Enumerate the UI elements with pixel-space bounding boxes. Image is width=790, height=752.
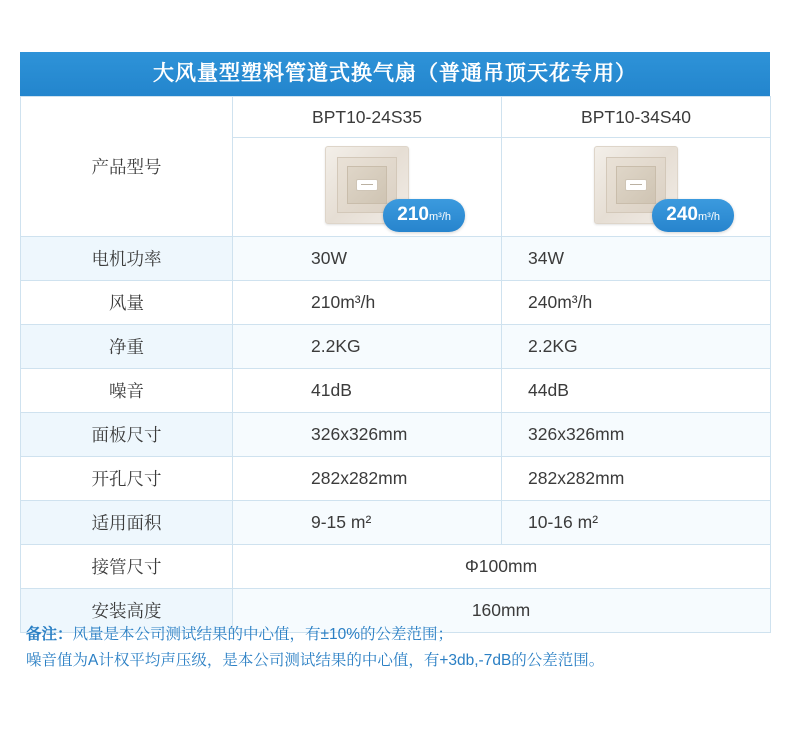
row-value-b: 34W [502, 237, 771, 281]
table-row [21, 281, 771, 325]
row-value-a: 326x326mm [233, 413, 502, 457]
ventilation-fan-icon [594, 146, 720, 225]
row-label: 净重 [21, 325, 233, 369]
row-value-a: 30W [233, 237, 502, 281]
row-label-product-model: 产品型号 [21, 97, 233, 237]
row-value-a: 210m³/h [233, 281, 502, 325]
footnote-line-1: 风量是本公司测试结果的中心值，有±10%的公差范围； [72, 626, 454, 643]
airflow-badge-a-unit: m³/h [429, 210, 451, 223]
fan-center-vent [625, 179, 647, 191]
row-value-merged: 160mm [233, 589, 771, 633]
row-value-b: 326x326mm [502, 413, 771, 457]
row-value-b: 10-16 m² [502, 501, 771, 545]
airflow-badge-b-unit: m³/h [698, 210, 720, 223]
row-label: 面板尺寸 [21, 413, 233, 457]
column-header-model-a: BPT10-24S35 [233, 97, 502, 138]
airflow-badge-b [652, 199, 734, 232]
product-image-cell-a [233, 138, 502, 237]
spec-table-container [20, 52, 770, 633]
row-label: 噪音 [21, 369, 233, 413]
product-image-cell-b [502, 138, 771, 237]
row-label: 接管尺寸 [21, 545, 233, 589]
row-label: 安装高度 [21, 589, 233, 633]
row-value-b: 282x282mm [502, 457, 771, 501]
row-value-a: 282x282mm [233, 457, 502, 501]
airflow-badge-a [383, 199, 465, 232]
row-label: 适用面积 [21, 501, 233, 545]
row-value-merged: Φ100mm [233, 545, 771, 589]
table-row [21, 501, 771, 545]
table-row [21, 413, 771, 457]
table-row-model-header [21, 97, 771, 138]
row-value-a: 2.2KG [233, 325, 502, 369]
airflow-badge-a-value: 210 [397, 203, 429, 225]
row-value-b: 240m³/h [502, 281, 771, 325]
footnote-line-2: 噪音值为A计权平均声压级，是本公司测试结果的中心值，有+3db,-7dB的公差范围。 [26, 652, 605, 669]
table-row [21, 325, 771, 369]
row-label: 电机功率 [21, 237, 233, 281]
row-value-b: 44dB [502, 369, 771, 413]
row-value-a: 41dB [233, 369, 502, 413]
table-row [21, 369, 771, 413]
page-title: 大风量型塑料管道式换气扇（普通吊顶天花专用） [20, 52, 770, 96]
table-row [21, 237, 771, 281]
column-header-model-b: BPT10-34S40 [502, 97, 771, 138]
fan-center-vent [356, 179, 378, 191]
footnote-label: 备注： [26, 626, 73, 643]
row-value-b: 2.2KG [502, 325, 771, 369]
row-label: 开孔尺寸 [21, 457, 233, 501]
table-row [21, 457, 771, 501]
footnote [26, 622, 766, 674]
row-value-a: 9-15 m² [233, 501, 502, 545]
table-row [21, 545, 771, 589]
airflow-badge-b-value: 240 [666, 203, 698, 225]
row-label: 风量 [21, 281, 233, 325]
specification-table [20, 96, 771, 633]
ventilation-fan-icon [325, 146, 451, 225]
